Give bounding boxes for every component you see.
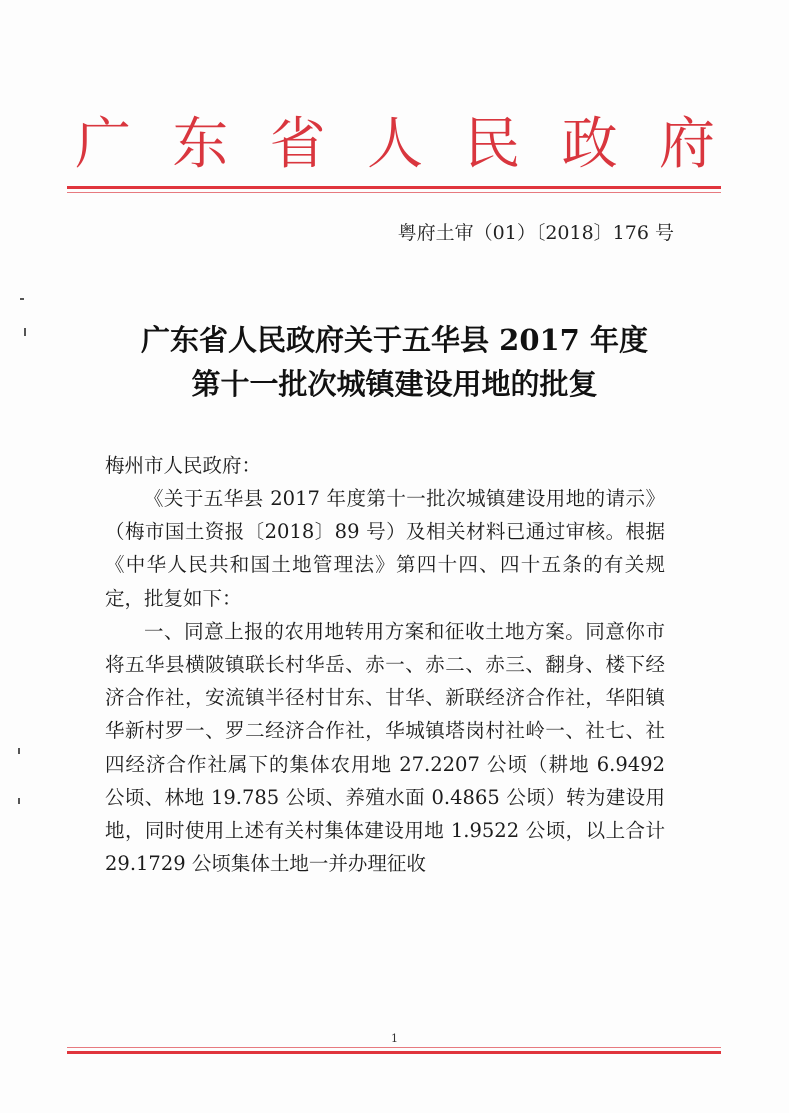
header-char: 人 <box>366 112 423 177</box>
scan-mark <box>18 748 20 754</box>
footer-red-rule-thin <box>67 1047 721 1048</box>
body-paragraph: 《关于五华县 2017 年度第十一批次城镇建设用地的请示》（梅市国土资报〔2018〕89 号）及相关材料已通过审核。根据《中华人民共和国土地管理法》第四十四、四十五条的有关规定，批复如下： <box>105 487 665 610</box>
addressee: 梅州市人民政府： <box>105 454 262 477</box>
footer-red-rule <box>67 1051 721 1054</box>
header-char: 民 <box>464 112 521 177</box>
header-char: 东 <box>172 112 229 177</box>
header-red-rule <box>67 186 721 189</box>
document-number: 粤府土审（01）〔2018〕176 号 <box>397 222 674 244</box>
title-line-1: 广东省人民政府关于五华县 2017 年度 <box>141 323 648 357</box>
header-red-rule-thin <box>67 192 721 193</box>
body-paragraph: 一、同意上报的农用地转用方案和征收土地方案。同意你市将五华县横陂镇联长村华岳、赤一、赤二、赤三、翻身、楼下经济合作社，安流镇半径村甘东、甘华、新联经济合作社，华阳镇华新村罗一、罗二经济合作社，华城镇塔岗村社岭一、社七、社四经济合作社属下的集体农用地 27.2207 公顷（耕地 6.9492 公顷、林地 19.785 公顷、养殖水面 0.4865 公顷）转为建设用地，同时使用上述有关村集体建设用地 1.9522 公顷，以上合计 29.1729 公顷集体土地一并办理征收 <box>105 619 665 876</box>
scan-mark <box>24 328 26 336</box>
page-number: 1 <box>391 1032 398 1045</box>
header-char: 广 <box>75 112 131 177</box>
title-line-2: 第十一批次城镇建设用地的批复 <box>191 367 598 401</box>
header-char: 政 <box>561 112 618 177</box>
issuer-header <box>70 100 720 180</box>
scan-mark <box>20 298 24 300</box>
header-char: 府 <box>658 112 715 177</box>
scan-mark <box>18 798 20 804</box>
document-title <box>60 318 729 406</box>
header-char: 省 <box>269 112 326 177</box>
document-body <box>105 482 665 880</box>
